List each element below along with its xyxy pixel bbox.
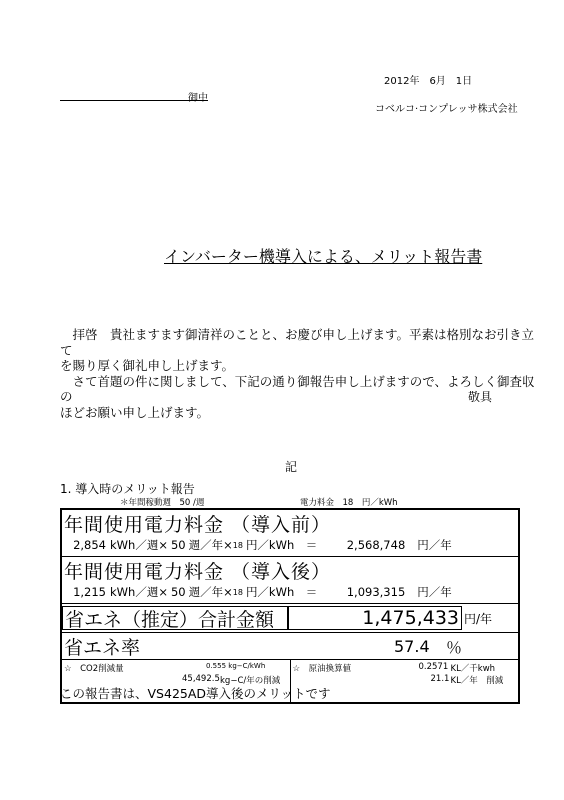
addressee-suffix: 御中 — [188, 93, 208, 104]
addressee-line — [60, 100, 208, 101]
oil-label: ☆ 原油換算値 — [292, 664, 352, 674]
after-unit3: 円／kWh ＝ — [245, 585, 318, 599]
after-kwh: 1,215 — [73, 585, 106, 599]
before-weeks: 50 — [170, 538, 186, 552]
savings-unit: 円/年 — [464, 611, 493, 626]
before-unit4: 円／年 — [417, 538, 452, 552]
before-unit3: 円／kWh ＝ — [245, 538, 318, 552]
letter-closing: 敬具 — [468, 390, 493, 404]
co2-label: ☆ CO2削減量 — [64, 664, 124, 674]
before-total: 2,568,748 — [346, 538, 406, 552]
savings-value-cell — [288, 606, 462, 630]
after-label: 年間使用電力料金 （導入後） — [64, 561, 332, 583]
annual-operating-weeks: ＊年間稼動週 50 /週 — [120, 498, 205, 508]
rate-unit: ％ — [446, 637, 463, 657]
co2-amount: 45,492.5 — [182, 674, 220, 684]
after-total: 1,093,315 — [346, 585, 406, 599]
after-calc — [62, 584, 518, 600]
savings-value: 1,475,433 — [362, 607, 459, 629]
oil-amount-unit: KL／年 削減 — [450, 676, 504, 686]
after-unit1: kWh／週× — [110, 585, 168, 599]
after-unit2: 週／年× — [188, 585, 233, 599]
report-date: 2012年 6月 1日 — [384, 76, 473, 87]
letter-body — [60, 327, 540, 420]
before-label: 年間使用電力料金 （導入前） — [64, 514, 332, 536]
letter-line: さて首題の件に関しまして、下記の通り御報告申し上げますので、よろしく御査収の — [60, 373, 535, 404]
savings-row — [62, 604, 518, 633]
savings-label-cell — [62, 606, 288, 630]
letter-line: を賜り厚く御礼申し上げます。 — [60, 358, 235, 373]
oil-factor-unit: KL／千kwh — [450, 664, 496, 674]
savings-label: 省エネ（推定）合計金額 — [65, 608, 275, 631]
co2-factor: 0.555 kg−C/kWh — [206, 662, 266, 670]
footer-note: この報告書は、VS425AD導入後のメリットです — [60, 686, 331, 701]
co2-amount-unit: kg−C/年の削減 — [220, 676, 281, 686]
merit-table — [60, 508, 520, 704]
before-unit2: 週／年× — [188, 538, 233, 552]
after-block — [62, 557, 518, 604]
oil-factor: 0.2571 — [418, 662, 449, 672]
before-unit1: kWh／週× — [110, 538, 168, 552]
after-unit4: 円／年 — [417, 585, 452, 599]
before-rate: 18 — [232, 540, 243, 550]
power-rate: 電力料金 18 円／kWh — [300, 498, 398, 508]
section-heading: 1. 導入時のメリット報告 — [60, 482, 195, 496]
ki-marker: 記 — [285, 460, 298, 474]
before-calc — [62, 537, 518, 553]
letter-line: ほどお願い申し上げます。 — [60, 404, 210, 420]
before-block — [62, 510, 518, 557]
after-rate: 18 — [232, 587, 243, 597]
oil-amount: 21.1 — [430, 674, 450, 684]
before-kwh: 2,854 — [73, 538, 106, 552]
rate-value: 57.4 — [394, 636, 430, 656]
letter-line: 拝啓 貴社ますます御清祥のことと、お慶び申し上げます。平素は格別なお引き立て — [60, 327, 535, 358]
after-weeks: 50 — [170, 585, 186, 599]
rate-label: 省エネ率 — [64, 636, 141, 659]
document-title: インバーター機導入による、メリット報告書 — [164, 247, 483, 266]
rate-row — [62, 633, 518, 660]
sender-company: コベルコ·コンプレッサ株式会社 — [375, 104, 518, 115]
